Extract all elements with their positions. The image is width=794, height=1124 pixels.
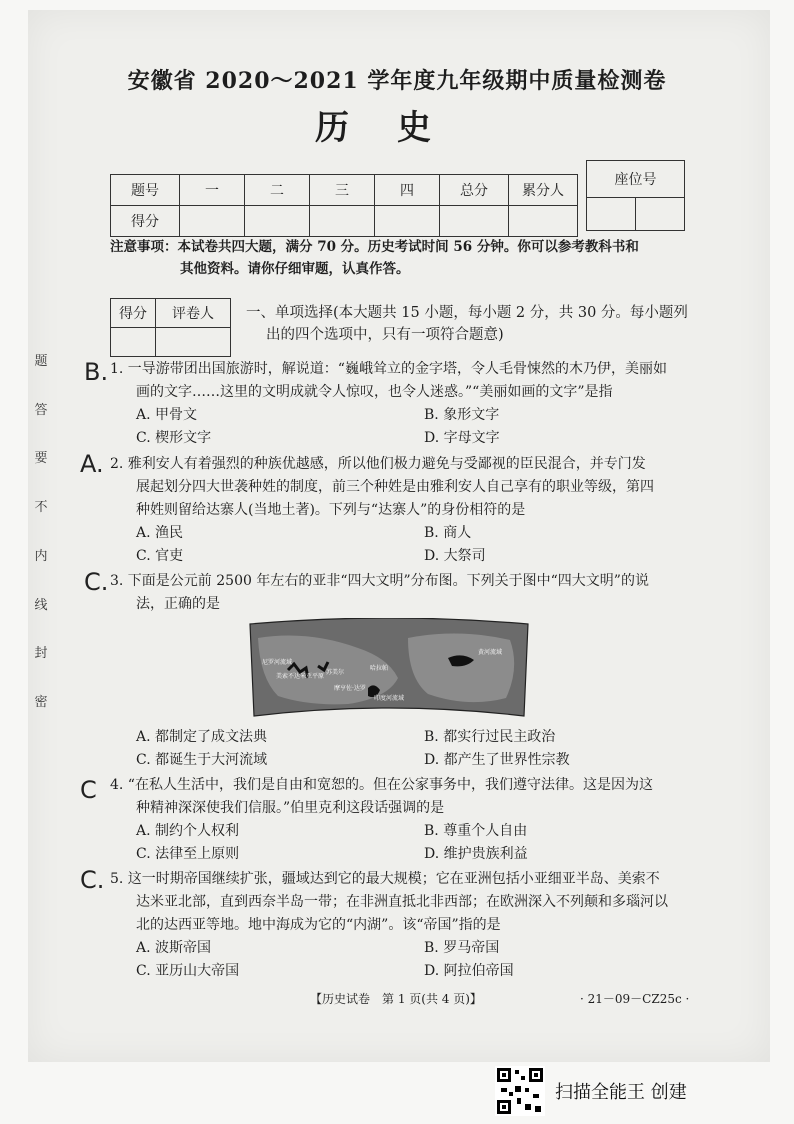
option-a[interactable]: A. 渔民 xyxy=(136,525,184,541)
handwritten-answer: A. xyxy=(80,450,104,478)
option-a[interactable]: A. 制约个人权利 xyxy=(136,823,240,839)
question-5 xyxy=(110,868,700,983)
score-header: 三 xyxy=(310,175,375,206)
exam-title: 安徽省 2020～2021 学年度九年级期中质量检测卷 xyxy=(127,68,667,94)
option-c[interactable]: C. 亚历山大帝国 xyxy=(136,963,240,979)
grader-score-label: 得分 xyxy=(111,299,156,328)
question-line: 种精神深深使我们信服。”伯里克利这段话强调的是 xyxy=(136,800,445,816)
sidebar-char: 密 xyxy=(34,694,48,710)
scanner-watermark xyxy=(495,1066,687,1116)
four-civilizations-map xyxy=(248,618,530,718)
page-footer: 【历史试卷 第 1 页(共 4 页)】 xyxy=(310,992,482,1006)
qr-code-icon xyxy=(495,1066,545,1116)
map-label: 美索不达米亚平原 xyxy=(276,673,325,680)
sidebar-char: 线 xyxy=(34,597,48,613)
question-2 xyxy=(110,453,700,568)
handwritten-answer: C. xyxy=(80,866,105,894)
paper-code: · 21－09－CZ25c · xyxy=(580,992,690,1006)
score-cell[interactable] xyxy=(310,206,375,237)
option-d[interactable]: D. 维护贵族利益 xyxy=(424,846,528,862)
sidebar-char: 内 xyxy=(34,548,48,564)
seat-cell[interactable] xyxy=(636,198,685,231)
grader-table xyxy=(110,298,231,357)
score-header: 题号 xyxy=(111,175,180,206)
score-row-label: 得分 xyxy=(111,206,180,237)
option-a[interactable]: A. 波斯帝国 xyxy=(136,940,212,956)
seat-cell[interactable] xyxy=(587,198,636,231)
option-d[interactable]: D. 阿拉伯帝国 xyxy=(424,963,514,979)
option-list xyxy=(110,820,700,866)
question-line: 法，正确的是 xyxy=(136,596,220,612)
option-c[interactable]: C. 都诞生于大河流域 xyxy=(136,752,268,768)
map-label: 摩亨佐·达罗 xyxy=(334,685,366,692)
option-list xyxy=(110,404,700,450)
question-line: 4. “在私人生活中，我们是自由和宽恕的。但在公家事务中，我们遵守法律。这是因为这 xyxy=(110,777,653,793)
map-label: 印度河流域 xyxy=(374,695,405,702)
question-4 xyxy=(110,774,700,866)
score-header: 一 xyxy=(180,175,245,206)
question-line: 达米亚北部，直到西奈半岛一带；在非洲直抵北非西部；在欧洲深入不列颠和多瑙河以 xyxy=(136,894,668,910)
option-b[interactable]: B. 都实行过民主政治 xyxy=(424,729,556,745)
option-b[interactable]: B. 罗马帝国 xyxy=(424,940,500,956)
sidebar-char: 答 xyxy=(34,402,48,418)
score-cell[interactable] xyxy=(180,206,245,237)
section-heading xyxy=(246,302,706,346)
score-header: 总分 xyxy=(440,175,509,206)
grader-score-cell[interactable] xyxy=(111,328,156,357)
score-header: 二 xyxy=(245,175,310,206)
question-line: 1. 一导游带团出国旅游时，解说道：“巍峨耸立的金字塔，令人毛骨悚然的木乃伊，美丽如 xyxy=(110,361,667,377)
option-list xyxy=(110,937,700,983)
subject-title: 历史 xyxy=(315,108,479,148)
question-1 xyxy=(110,358,700,450)
question-3-options xyxy=(110,726,700,772)
map-label: 尼罗河流域 xyxy=(262,659,293,666)
sidebar-char: 封 xyxy=(34,646,48,662)
option-d[interactable]: D. 大祭司 xyxy=(424,548,486,564)
question-line: 2. 雅利安人有着强烈的种族优越感，所以他们极力避免与受鄙视的臣民混合，并专门发 xyxy=(110,456,646,472)
map-label: 苏美尔 xyxy=(326,669,345,676)
section-line: 一、单项选择(本大题共 15 小题，每小题 2 分，共 30 分。每小题列 xyxy=(246,305,688,321)
map-label: 黄河流域 xyxy=(478,649,503,656)
option-c[interactable]: C. 官吏 xyxy=(136,548,184,564)
notice-line: 注意事项：本试卷共四大题，满分 70 分。历史考试时间 56 分钟。你可以参考教科书和 xyxy=(110,239,639,255)
handwritten-answer: C. xyxy=(84,568,109,596)
question-3 xyxy=(110,570,700,616)
scanner-label: 扫描全能王 创建 xyxy=(555,1082,687,1103)
option-list xyxy=(110,726,700,772)
sidebar-char: 题 xyxy=(34,354,48,369)
sidebar-char: 不 xyxy=(34,500,48,516)
seat-number-table xyxy=(586,160,685,231)
question-line: 画的文字……这里的文明成就令人惊叹，也令人迷惑。”“美丽如画的文字”是指 xyxy=(136,384,613,400)
question-line: 展起划分四大世袭种姓的制度，前三个种姓是由雅利安人自己享有的职业等级，第四 xyxy=(136,479,654,495)
option-b[interactable]: B. 商人 xyxy=(424,525,472,541)
question-line: 北的达西亚等地。地中海成为它的“内湖”。该“帝国”指的是 xyxy=(136,917,501,933)
grader-name-cell[interactable] xyxy=(156,328,231,357)
score-cell[interactable] xyxy=(440,206,509,237)
option-b[interactable]: B. 尊重个人自由 xyxy=(424,823,528,839)
score-header: 四 xyxy=(375,175,440,206)
sidebar-char: 要 xyxy=(34,451,48,467)
option-d[interactable]: D. 都产生了世界性宗教 xyxy=(424,752,570,768)
grader-name-label: 评卷人 xyxy=(156,299,231,328)
score-cell[interactable] xyxy=(245,206,310,237)
score-cell[interactable] xyxy=(375,206,440,237)
notice-line: 其他资料。请你仔细审题，认真作答。 xyxy=(180,261,410,277)
option-c[interactable]: C. 楔形文字 xyxy=(136,430,212,446)
exam-notice xyxy=(110,236,700,280)
seat-number-label: 座位号 xyxy=(587,161,685,198)
option-a[interactable]: A. 都制定了成文法典 xyxy=(136,729,268,745)
option-list xyxy=(110,522,700,568)
score-cell[interactable] xyxy=(509,206,578,237)
option-b[interactable]: B. 象形文字 xyxy=(424,407,500,423)
option-c[interactable]: C. 法律至上原则 xyxy=(136,846,240,862)
question-line: 种姓则留给达寨人(当地土著)。下列与“达寨人”的身份相符的是 xyxy=(136,502,526,518)
sealing-line-note xyxy=(30,350,52,710)
score-table xyxy=(110,174,578,237)
map-label: 哈拉帕 xyxy=(370,665,389,672)
option-a[interactable]: A. 甲骨文 xyxy=(136,407,198,423)
question-line: 3. 下面是公元前 2500 年左右的亚非“四大文明”分布图。下列关于图中“四大文明”的说 xyxy=(110,573,649,589)
option-d[interactable]: D. 字母文字 xyxy=(424,430,500,446)
score-header: 累分人 xyxy=(509,175,578,206)
handwritten-answer: B. xyxy=(84,358,109,386)
question-line: 5. 这一时期帝国继续扩张，疆域达到它的最大规模；它在亚洲包括小亚细亚半岛、美索不 xyxy=(110,871,660,887)
section-line: 出的四个选项中，只有一项符合题意) xyxy=(266,327,504,343)
handwritten-answer: C xyxy=(80,776,97,804)
